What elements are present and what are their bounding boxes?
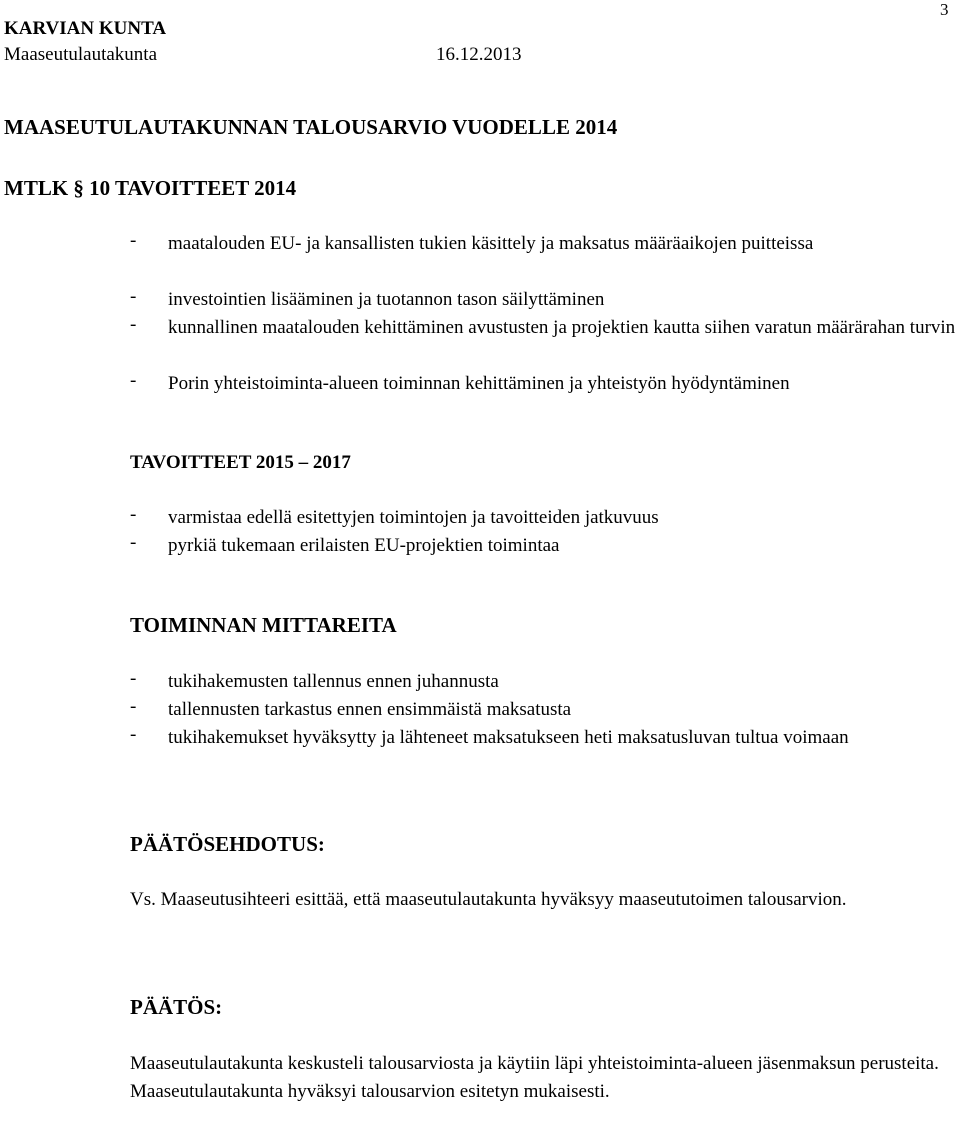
list-item: Porin yhteistoiminta-alueen toiminnan kehittäminen ja yhteistyön hyödyntäminen (168, 373, 790, 394)
list-bullet: - (130, 314, 137, 335)
decision-text: Maaseutulautakunta keskusteli talousarviosta ja käytiin läpi yhteistoiminta-alueen jäsenmaksun perusteita. Maaseutulautakunta hyväksyi talousarvion esitetyn mukaisesti. (130, 1053, 939, 1102)
list-bullet: - (130, 230, 137, 251)
list-bullet: - (130, 668, 137, 689)
list-item: maatalouden EU- ja kansallisten tukien käsittely ja maksatus määräaikojen puitteissa (168, 233, 814, 254)
list-bullet: - (130, 370, 137, 391)
list-item: pyrkiä tukemaan erilaisten EU-projektien toimintaa (168, 535, 560, 556)
list-bullet: - (130, 286, 137, 307)
metrics-heading: TOIMINNAN MITTAREITA (130, 613, 397, 637)
page-number: 3 (940, 0, 949, 19)
list-bullet: - (130, 504, 137, 525)
list-item: investointien lisääminen ja tuotannon tason säilyttäminen (168, 289, 605, 310)
meeting-date: 16.12.2013 (436, 44, 522, 65)
goals-2015-2017-heading: TAVOITTEET 2015 – 2017 (130, 452, 351, 473)
decision-heading: PÄÄTÖS: (130, 995, 223, 1019)
list-bullet: - (130, 532, 137, 553)
goals-2014-heading: MTLK § 10 TAVOITTEET 2014 (4, 176, 297, 200)
board-name: Maaseutulautakunta (4, 44, 158, 65)
list-item: tallennusten tarkastus ennen ensimmäistä maksatusta (168, 699, 572, 720)
proposal-heading: PÄÄTÖSEHDOTUS: (130, 832, 325, 856)
list-item: varmistaa edellä esitettyjen toimintojen ja tavoitteiden jatkuvuus (168, 507, 659, 528)
proposal-text: Vs. Maaseutusihteeri esittää, että maaseutulautakunta hyväksyy maaseututoimen talousarvion. (130, 889, 847, 910)
list-item: kunnallinen maatalouden kehittäminen avustusten ja projektien kautta siihen varatun määrärahan turvin (168, 317, 956, 338)
organization-name: KARVIAN KUNTA (4, 18, 167, 39)
document-title: MAASEUTULAUTAKUNNAN TALOUSARVIO VUODELLE 2014 (4, 115, 618, 139)
list-bullet: - (130, 696, 137, 717)
list-item: tukihakemukset hyväksytty ja lähteneet maksatukseen heti maksatusluvan tultua voimaan (168, 727, 849, 748)
list-item: tukihakemusten tallennus ennen juhannusta (168, 671, 499, 692)
list-bullet: - (130, 724, 137, 745)
